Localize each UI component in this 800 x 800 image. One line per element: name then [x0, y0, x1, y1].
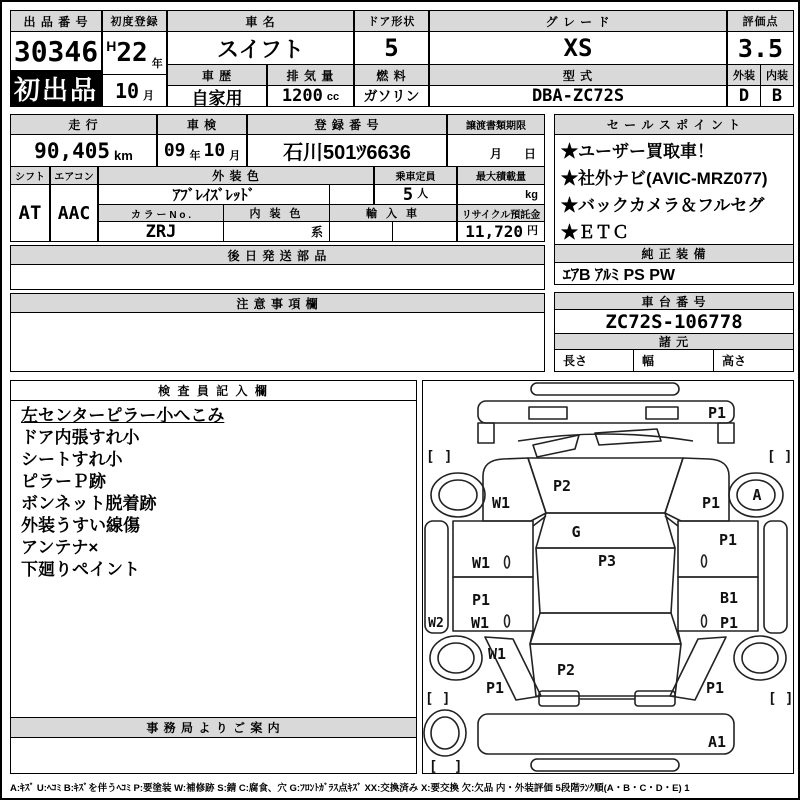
- right-rear-wheel-inner: [742, 643, 778, 673]
- displacement-unit: cc: [326, 91, 340, 103]
- exterior-grade: D: [727, 85, 761, 107]
- mileage-unit: km: [114, 148, 133, 163]
- factory-equipment-value: ｴｱB ｱﾙﾐ PS PW: [554, 262, 794, 285]
- interior-color-value: 系: [223, 221, 330, 242]
- registration-number: 石川501ﾂ6636: [247, 134, 447, 167]
- aircon-value: AAC: [50, 184, 98, 242]
- mileage-label: 走 行: [10, 114, 157, 135]
- damage-code-legend: A:ｷｽﾞ U:ﾍｺﾐ B:ｷｽﾞを伴うﾍｺﾐ P:要塗装 W:補修跡 S:錆 C:腐食、穴 G:ﾌﾛﾝﾄｶﾞﾗｽ点ｷｽﾞ XX:交換済み X:要交換 欠:欠品 内・外装評価 5段階ﾗﾝｸ順(A・B・C・D・E) 1: [10, 783, 690, 794]
- windshield: [536, 513, 675, 548]
- mark-left-quarter-p: P1: [485, 679, 505, 697]
- displacement-value: [267, 85, 354, 107]
- mark-right-quarter-p: P1: [705, 679, 725, 697]
- inspection-month: 10: [203, 140, 226, 161]
- max-load-value: kg: [457, 184, 545, 205]
- mark-left-sill: W2: [428, 616, 444, 631]
- displacement-number: 1200: [281, 86, 323, 106]
- bracket-top-right-close: ]: [784, 449, 793, 465]
- transfer-day-label: 日: [523, 147, 536, 161]
- car-name-label: 車 名: [167, 10, 354, 32]
- damage-diagram-box: [422, 380, 794, 774]
- factory-equipment-label: 純 正 装 備: [554, 244, 794, 263]
- capacity-value: [374, 184, 457, 205]
- right-rear-door: [678, 577, 758, 631]
- exterior-color: ｱﾌﾞﾚｲｽﾞﾚｯﾄﾞ: [98, 184, 330, 205]
- aircon-label: エアコン: [50, 166, 98, 185]
- era-year: 22: [116, 38, 148, 68]
- bracket-top-right-open: [: [767, 449, 776, 465]
- model-code: DBA-ZC72S: [429, 85, 727, 107]
- recycle-deposit-value: [457, 221, 545, 242]
- mark-right-front-fender: P1: [701, 494, 721, 512]
- month-suffix: 月: [143, 90, 155, 102]
- bracket-mid-right-close: ]: [785, 691, 793, 707]
- first-listing-badge: 初出品: [10, 70, 102, 107]
- exterior-color-label: 外 装 色: [98, 166, 374, 185]
- left-rear-door-handle: [505, 615, 510, 627]
- bracket-spare-close: ]: [454, 759, 463, 773]
- bracket-mid-left-open: [: [425, 691, 434, 707]
- inspector-notes-box: [10, 400, 417, 718]
- inspector-note: ボンネット脱着跡: [21, 494, 157, 513]
- era-letter: H: [106, 38, 117, 54]
- chassis-number-label: 車 台 番 号: [554, 292, 794, 310]
- left-front-door: [453, 521, 533, 577]
- caution-label: 注 意 事 項 欄: [10, 293, 545, 313]
- spec-height-cell: 高さ: [713, 349, 794, 372]
- model-code-label: 型 式: [429, 64, 727, 86]
- first-registration-label: 初度登録: [102, 10, 167, 32]
- rear-bumper-strip: [531, 759, 679, 771]
- right-front-door-handle: [702, 555, 707, 567]
- front-bumper: [478, 401, 734, 423]
- fuel-label: 燃 料: [354, 64, 429, 86]
- later-parts-box: [10, 264, 545, 290]
- sales-points-box: [554, 134, 794, 245]
- left-taillight: [539, 691, 579, 706]
- max-load-label: 最大積載量: [457, 166, 545, 185]
- lot-number: 30346: [10, 31, 102, 71]
- exterior-grade-label: 外装: [727, 64, 761, 86]
- fuel-value: ガソリン: [354, 85, 429, 107]
- right-rear-door-handle: [702, 615, 707, 627]
- spare-tire-inner: [431, 717, 459, 749]
- mark-left-front-door: W1: [471, 554, 491, 572]
- hood: [528, 458, 683, 513]
- inspector-note: 下廻りペイント: [21, 560, 140, 579]
- left-front-wheel-inner: [439, 480, 477, 510]
- right-headlight: [646, 407, 678, 419]
- right-taillight: [635, 691, 675, 706]
- mark-windshield: G: [571, 523, 581, 541]
- sales-points-label: セ ー ル ス ポ イ ン ト: [554, 114, 794, 135]
- cowl-line: [518, 434, 693, 441]
- mark-front-bumper: P1: [707, 404, 727, 422]
- bracket-spare-open: [: [429, 759, 438, 773]
- recycle-fee-number: 11,720: [465, 222, 523, 241]
- inspection-value: [157, 134, 247, 167]
- recycle-deposit-label: リサイクル預託金: [457, 204, 545, 222]
- mark-right-rear-door-b: B1: [719, 589, 739, 607]
- car-name: スイフト: [167, 31, 354, 65]
- interior-color-label: 内 装 色: [223, 204, 330, 222]
- bracket-top-left-open: [: [426, 449, 435, 465]
- sales-point-item: ★ユーザー買取車！: [561, 142, 714, 161]
- spec-length-cell: 長さ: [554, 349, 634, 372]
- mileage-number: 90,405: [34, 138, 111, 163]
- inspector-note: 外装うすい線傷: [21, 516, 140, 535]
- caution-box: [10, 312, 545, 372]
- year-suffix: 年: [151, 58, 163, 70]
- left-rear-door: [453, 577, 533, 631]
- mark-rear-panel: A1: [707, 733, 727, 751]
- first-registration-month: [102, 74, 167, 107]
- capacity-unit: 人: [417, 188, 429, 200]
- interior-grade-label: 内装: [760, 64, 794, 86]
- inspection-month-suffix: 月: [229, 150, 241, 162]
- right-front-door: [678, 521, 758, 577]
- inspector-note: シートすれ小: [21, 450, 123, 469]
- front-bumper-right-arm: [718, 423, 734, 443]
- later-parts-label: 後 日 発 送 部 品: [10, 245, 545, 265]
- rear-hatch: [530, 644, 681, 696]
- mark-left-quarter-w: W1: [487, 645, 507, 663]
- exterior-color-extra-cell: [329, 184, 374, 205]
- office-info-box: [10, 737, 417, 774]
- mark-right-front-door: P1: [718, 531, 738, 549]
- inspection-year-suffix: 年: [189, 150, 201, 162]
- interior-grade: B: [760, 85, 794, 107]
- left-headlight: [529, 407, 567, 419]
- mark-left-rear-door-p: P1: [471, 591, 491, 609]
- left-front-door-handle: [505, 556, 510, 568]
- right-wiper: [595, 429, 661, 445]
- rear-window: [530, 613, 681, 644]
- mark-left-front-fender: W1: [491, 494, 511, 512]
- inspector-notes-list: [11, 401, 416, 585]
- inspection-label: 車 検: [157, 114, 247, 135]
- spec-width-cell: 幅: [633, 349, 714, 372]
- lot-number-label: 出 品 番 号: [10, 10, 102, 32]
- first-registration-year: [102, 31, 167, 75]
- right-sill: [764, 521, 787, 633]
- color-no-value: ZRJ: [98, 221, 224, 242]
- inspector-note: ドア内張すれ小: [21, 428, 140, 447]
- displacement-label: 排 気 量: [267, 64, 354, 86]
- door-shape-label: ドア形状: [354, 10, 429, 32]
- reg-month: 10: [114, 78, 140, 103]
- inspector-note: アンテナ×: [21, 538, 99, 557]
- registration-number-label: 登 録 番 号: [247, 114, 447, 135]
- import-cell-2: [392, 221, 457, 242]
- mark-left-rear-door-w: W1: [470, 614, 490, 632]
- grade-value: XS: [429, 31, 727, 65]
- transfer-docs-label: 譲渡書類期限: [447, 114, 545, 135]
- transfer-docs-value: [447, 134, 545, 167]
- color-no-label: カ ラ ー N o .: [98, 204, 224, 222]
- specs-label: 諸 元: [554, 333, 794, 350]
- mark-hood: P2: [552, 477, 572, 495]
- score-value: 3.5: [727, 31, 794, 65]
- mark-rear-hatch: P2: [556, 661, 576, 679]
- transfer-month-label: 月: [489, 147, 502, 161]
- bracket-mid-left-close: ]: [442, 691, 451, 707]
- capacity-number: 5: [402, 184, 414, 205]
- import-cell-1: [329, 221, 393, 242]
- score-label: 評価点: [727, 10, 794, 32]
- history-value: 自家用: [167, 85, 267, 107]
- front-bumper-strip: [531, 383, 679, 395]
- mark-right-rear-door-p: P1: [719, 614, 739, 632]
- inspector-note: 左センターピラー小へこみ: [21, 406, 225, 425]
- sales-point-item: ★社外ナビ(AVIC-MRZ077): [561, 169, 768, 188]
- mark-roof: P3: [597, 552, 617, 570]
- door-count: 5: [354, 31, 429, 65]
- capacity-label: 乗車定員: [374, 166, 457, 185]
- chassis-number: ZC72S-106778: [554, 309, 794, 334]
- shift-value: AT: [10, 184, 50, 242]
- rear-bumper: [478, 714, 734, 754]
- bracket-mid-right-open: [: [768, 691, 777, 707]
- car-damage-diagram: [423, 381, 793, 773]
- inspector-note: ピラーＰ跡: [21, 472, 106, 491]
- front-bumper-left-arm: [478, 423, 494, 443]
- recycle-fee-unit: 円: [527, 225, 538, 237]
- sales-point-item: ★ＥＴＣ: [561, 223, 629, 242]
- grade-label: グ レ ー ド: [429, 10, 727, 32]
- import-label: 輸 入 車: [329, 204, 457, 222]
- sales-point-item: ★バックカメラ＆フルセグ: [561, 196, 765, 215]
- bracket-top-left-close: ]: [444, 449, 453, 465]
- history-label: 車 歴: [167, 64, 267, 86]
- sales-points-list: [555, 135, 774, 245]
- shift-label: シフト: [10, 166, 50, 185]
- office-info-label: 事 務 局 よ り ご 案 内: [10, 717, 417, 738]
- inspector-notes-label: 検 査 員 記 入 欄: [10, 380, 417, 401]
- mark-right-front-wheel: A: [752, 486, 762, 504]
- left-rear-wheel-inner: [438, 643, 474, 673]
- inspection-year: 09: [163, 140, 186, 161]
- mileage-value: [10, 134, 157, 167]
